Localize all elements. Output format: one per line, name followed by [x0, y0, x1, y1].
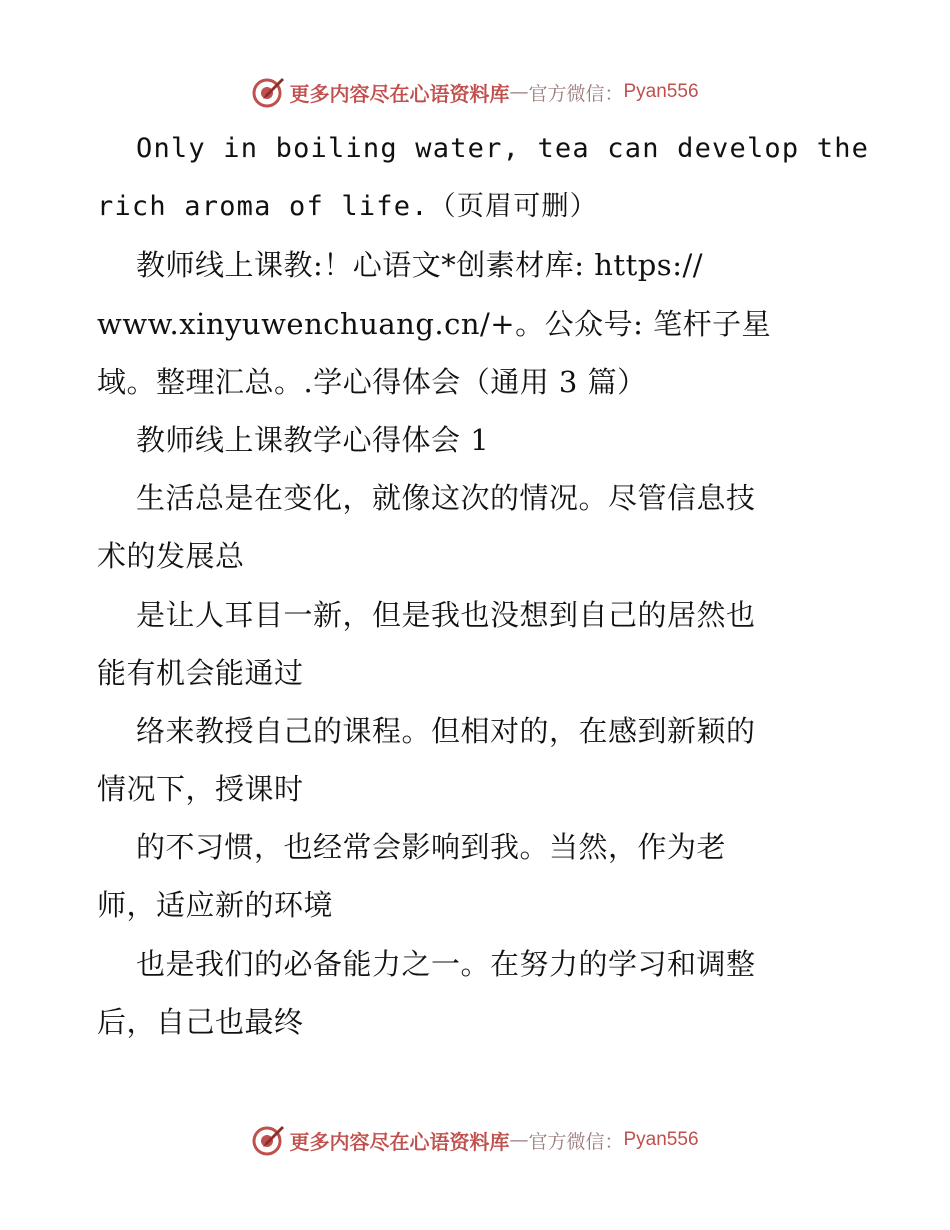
footer-wechat-id: Pyan556 [623, 1129, 699, 1150]
document-body [97, 120, 870, 1051]
body-line-13: 的不习惯，也经常会影响到我。当然，作为老 [136, 830, 727, 865]
body-line-8: 术的发展总 [97, 539, 245, 574]
body-line-5: 域。整理汇总。.学心得体会（通用 3 篇） [97, 364, 647, 399]
body-line-1: Only in boiling water, tea can develop the [136, 133, 870, 164]
header-banner [0, 72, 950, 112]
body-line-11: 络来教授自己的课程。但相对的，在感到新颖的 [136, 713, 756, 748]
footer-banner-separator: — [509, 1129, 529, 1151]
body-line-9: 是让人耳目一新，但是我也没想到自己的居然也 [136, 597, 756, 632]
body-line-4: www.xinyuwenchuang.cn/+。公众号: 笔杆子星 [97, 306, 772, 341]
quill-logo-icon [251, 74, 287, 110]
body-line-10: 能有机会能通过 [97, 655, 304, 690]
body-line-3: 教师线上课教:！心语文*创素材库: https:// [136, 248, 704, 283]
body-line-16: 后，自己也最终 [97, 1004, 304, 1039]
footer-banner [0, 1120, 950, 1160]
body-line-15: 也是我们的必备能力之一。在努力的学习和调整 [136, 946, 756, 981]
header-banner-text: 更多内容尽在心语资料库 [289, 81, 510, 106]
body-line-12: 情况下，授课时 [97, 772, 304, 807]
section-heading: 教师线上课教学心得体会 1 [136, 422, 490, 457]
header-wechat-id: Pyan556 [623, 81, 699, 102]
body-line-14: 师，适应新的环境 [97, 888, 334, 923]
header-wechat-label: 官方微信： [528, 82, 624, 105]
header-banner-separator: — [509, 81, 529, 103]
body-line-7: 生活总是在变化，就像这次的情况。尽管信息技 [136, 481, 756, 516]
body-line-2: rich aroma of life.（页眉可删） [97, 191, 598, 223]
footer-banner-text: 更多内容尽在心语资料库 [289, 1129, 510, 1154]
quill-logo-icon [251, 1122, 287, 1158]
footer-wechat-label: 官方微信： [528, 1130, 624, 1153]
